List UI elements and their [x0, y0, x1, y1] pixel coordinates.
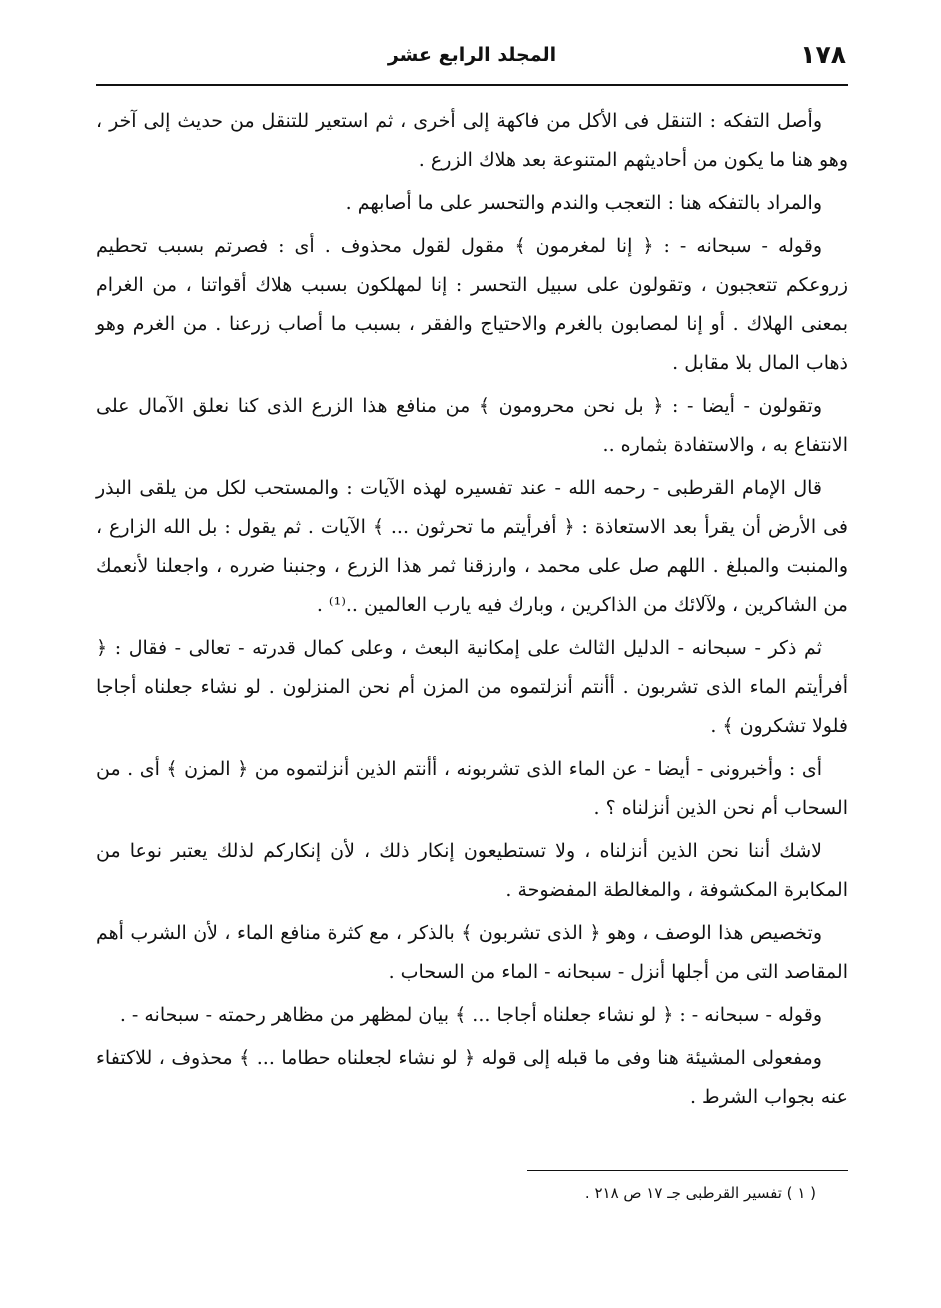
footnote: ( ١ ) تفسير القرطبى جـ ١٧ ص ٢١٨ . [584, 1184, 816, 1202]
paragraph: قال الإمام القرطبى - رحمه الله - عند تفسيره لهذه الآيات : والمستحب لكل من يلقى البذر فى الأرض أن يقرأ بعد الاستعاذة : ﴿ أفرأيتم ما تحرثون ... ﴾ الآيات . ثم يقول : بل الله الزارع ، والمنبت والمبلغ . اللهم صل على محمد ، وارزقنا ثمر هذا الزرع ، وجنبنا ضرره ، واجعلنا لأنعمك من الشاكرين ، ولآلائك من الذاكرين ، وبارك فيه يارب العالمين ..⁽¹⁾ . [96, 477, 848, 616]
page-header [96, 38, 848, 78]
paragraph: وقوله - سبحانه - : ﴿ إنا لمغرمون ﴾ مقول لقول محذوف . أى : فصرتم بسبب تحطيم زروعكم تتعجبون ، وتقولون على سبيل التحسر : إنا لمهلكون بسبب هلاك أقواتنا ، من الغرام بمعنى الهلاك . أو إنا لمصابون بالغرم والاحتياج والفقر ، بسبب ما أصاب زرعنا . من الغرم وهو ذهاب المال بلا مقابل . [96, 235, 848, 374]
paragraph: والمراد بالتفكه هنا : التعجب والندم والتحسر على ما أصابهم . [345, 192, 822, 214]
paragraph: لاشك أننا نحن الذين أنزلناه ، ولا تستطيعون إنكار ذلك ، لأن إنكاركم لذلك يعتبر نوعا من المكابرة المكشوفة ، والمغالطة المفضوحة . [96, 840, 848, 901]
header-rule [96, 84, 848, 86]
paragraph: أى : وأخبرونى - أيضا - عن الماء الذى تشربونه ، أأنتم الذين أنزلتموه من ﴿ المزن ﴾ أى . من السحاب أم نحن الذين أنزلناه ؟ . [96, 758, 848, 819]
paragraph: وتقولون - أيضا - : ﴿ بل نحن محرومون ﴾ من منافع هذا الزرع الذى كنا نعلق الآمال على الانتفاع به ، والاستفادة بثماره .. [96, 395, 848, 456]
footnote-rule [527, 1170, 848, 1171]
body-text [96, 102, 848, 1121]
paragraph: وقوله - سبحانه - : ﴿ لو نشاء جعلناه أجاجا ... ﴾ بيان لمظهر من مظاهر رحمته - سبحانه - . [119, 1004, 822, 1026]
paragraph: ومفعولى المشيئة هنا وفى ما قبله إلى قوله ﴿ لو نشاء لجعلناه حطاما ... ﴾ محذوف ، للاكتفاء عنه بجواب الشرط . [96, 1047, 848, 1108]
paragraph: وتخصيص هذا الوصف ، وهو ﴿ الذى تشربون ﴾ بالذكر ، مع كثرة منافع الماء ، لأن الشرب أهم المقاصد التى من أجلها أنزل - سبحانه - الماء من السحاب . [96, 922, 848, 983]
page-number: ١٧٨ [800, 40, 846, 69]
paragraph: وأصل التفكه : التنقل فى الأكل من فاكهة إلى أخرى ، ثم استعير للتنقل من حديث إلى آخر ، وهو هنا ما يكون من أحاديثهم المتنوعة بعد هلاك الزرع . [96, 110, 848, 171]
running-title: المجلد الرابع عشر [387, 44, 557, 66]
paragraph: ثم ذكر - سبحانه - الدليل الثالث على إمكانية البعث ، وعلى كمال قدرته - تعالى - فقال : ﴿ أفرأيتم الماء الذى تشربون . أأنتم أنزلتموه من المزن أم نحن المنزلون . لو نشاء جعلناه أجاجا فلولا تشكرون ﴾ . [96, 637, 848, 737]
